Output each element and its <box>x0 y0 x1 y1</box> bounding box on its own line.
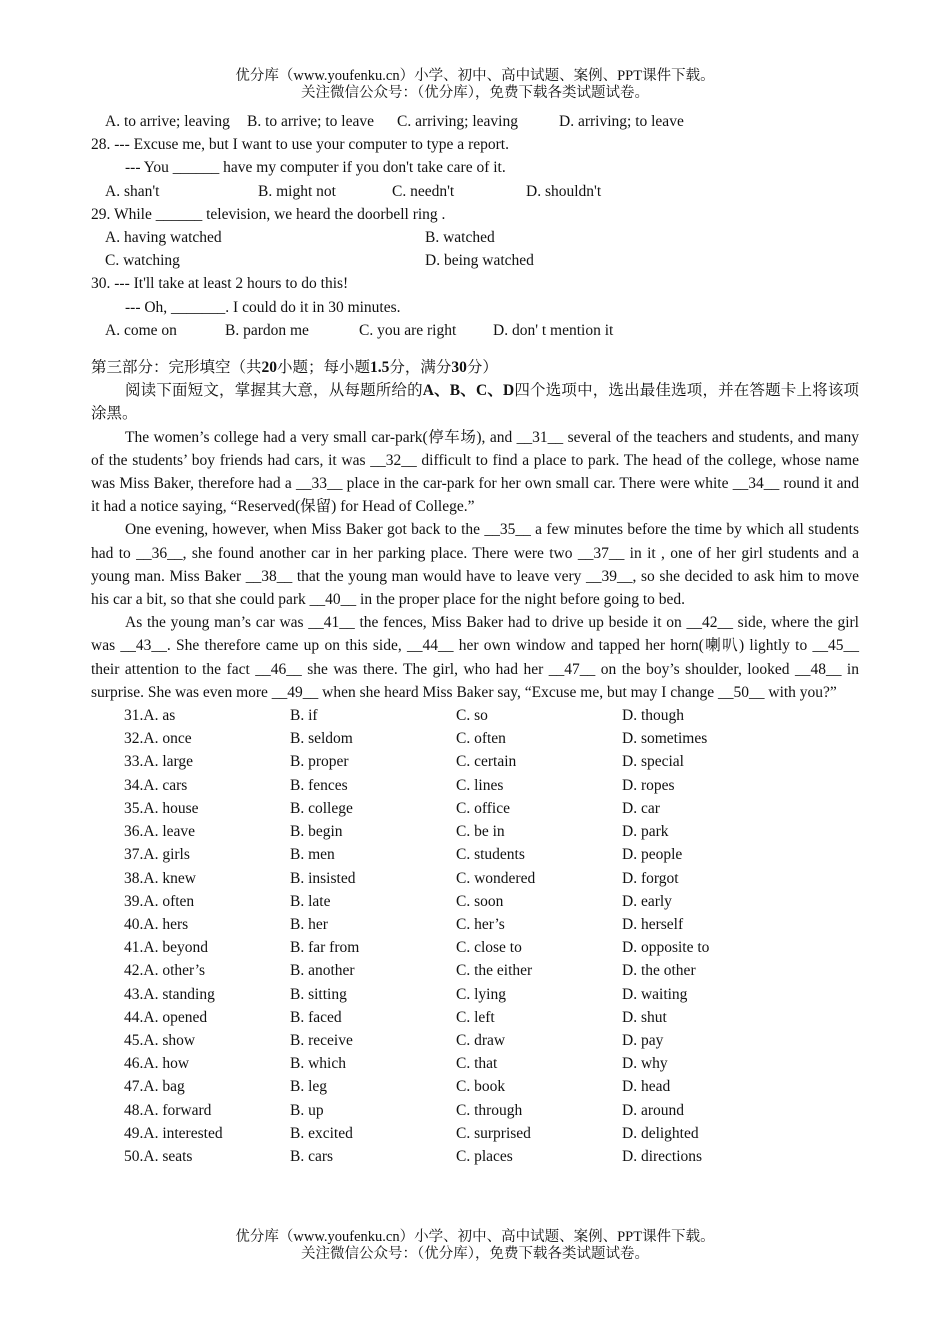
choice-b: B. if <box>290 707 318 725</box>
choice-c: C. book <box>456 1078 506 1096</box>
choice-d: D. park <box>622 823 669 841</box>
q29-option-c: C. watching <box>105 252 180 270</box>
q27-option-b: B. to arrive; to leave <box>247 113 374 130</box>
choice-row-48 <box>91 1099 859 1122</box>
choice-a: 32.A. once <box>124 730 192 748</box>
choice-a: 41.A. beyond <box>124 939 208 957</box>
choice-row-46 <box>91 1052 859 1075</box>
choice-d: D. head <box>622 1078 671 1096</box>
section3-total-points: 30 <box>451 359 467 377</box>
choice-a: 40.A. hers <box>124 915 189 933</box>
choice-c: C. so <box>456 707 488 725</box>
choice-row-33 <box>91 750 859 773</box>
choice-a: 45.A. show <box>124 1031 196 1049</box>
choice-row-32 <box>91 727 859 750</box>
choice-row-47 <box>91 1075 859 1098</box>
q27-option-c: C. arriving; leaving <box>397 113 518 130</box>
q28-option-a: A. shan't <box>105 182 160 200</box>
q30-option-c: C. you are right <box>359 321 457 339</box>
choice-b: B. seldom <box>290 730 353 748</box>
choice-d: D. people <box>622 846 683 864</box>
choice-b: B. excited <box>290 1124 353 1142</box>
passage-paragraph-1: The women’s college had a very small car-park(停车场), and __31__ several of the teachers and students, and many of the students’ boy friends had cars, it was __32__ difficult to find a place to park. The head of the college, whose name was Miss Baker, therefore had a __33__ place in the car-park for her own small car. There were white __34__ round it and it had a notice saying, “Reserved(保留) for Head of College.” <box>91 428 859 516</box>
choice-c: C. lines <box>456 776 504 794</box>
footer-line-2: 关注微信公众号：（优分库），免费下载各类试题试卷。 <box>301 1246 649 1262</box>
choice-a: 31.A. as <box>124 707 176 725</box>
q28-reply: --- You ______ have my computer if you don't take care of it. <box>125 159 506 177</box>
choice-a: 37.A. girls <box>124 846 190 864</box>
choice-row-39 <box>91 890 859 913</box>
choice-a: 50.A. seats <box>124 1147 193 1165</box>
q30-stem: 30. --- It'll take at least 2 hours to do this! <box>91 275 349 293</box>
choice-c: C. left <box>456 1008 495 1026</box>
choice-c: C. be in <box>456 823 505 841</box>
choice-c: C. that <box>456 1055 498 1073</box>
choice-b: B. late <box>290 892 331 910</box>
section3-question-count: 20 <box>261 359 278 377</box>
choice-row-36 <box>91 820 859 843</box>
q29-stem: 29. While ______ television, we heard the doorbell ring . <box>91 205 446 223</box>
section3-title <box>91 356 859 379</box>
q27-option-d: D. arriving; to leave <box>559 113 684 130</box>
choice-a: 42.A. other’s <box>124 962 206 980</box>
q29-option-a: A. having watched <box>105 229 222 247</box>
choice-a: 33.A. large <box>124 753 194 771</box>
section3-title-part: 小题；每小题 <box>277 359 371 377</box>
choice-d: D. early <box>622 892 672 910</box>
choice-c: C. wondered <box>456 869 536 887</box>
choice-a: 35.A. house <box>124 799 199 817</box>
choice-d: D. the other <box>622 962 696 980</box>
choice-c: C. her’s <box>456 915 505 933</box>
choice-b: B. men <box>290 846 335 864</box>
choice-d: D. directions <box>622 1147 703 1165</box>
passage-paragraph-3: As the young man’s car was __41__ the fences, Miss Baker had to drive up beside it on __42__ side, where the girl was __43__. She therefore came up on this side, __44__ her own window and tapped her horn(喇叭) lightly to __45__ their attention to the fact __46__ she was there. The girl, who had her __47__ on the boy’s shoulder, looked __48__ in surprise. She was even more __49__ when she heard Miss Baker say, “Excuse me, but may I change __50__ with you?” <box>91 614 859 701</box>
choice-d: D. though <box>622 707 684 725</box>
choice-d: D. car <box>622 799 660 817</box>
choice-row-42 <box>91 959 859 982</box>
choice-c: C. through <box>456 1101 523 1119</box>
choice-c: C. certain <box>456 753 517 771</box>
section3-title-part: 第三部分：完形填空（共 <box>91 359 262 377</box>
choice-row-34 <box>91 774 859 797</box>
choice-row-37 <box>91 843 859 866</box>
choice-row-43 <box>91 983 859 1006</box>
q30-option-a: A. come on <box>105 321 177 339</box>
choice-b: B. sitting <box>290 985 347 1003</box>
q30-options <box>91 319 859 342</box>
page-footer <box>0 1229 950 1263</box>
instructions-letters: A、B、C、D <box>422 382 515 400</box>
choice-row-31 <box>91 704 859 727</box>
choice-d: D. delighted <box>622 1124 699 1142</box>
choice-a: 49.A. interested <box>124 1124 223 1142</box>
q28-options <box>91 180 859 203</box>
q28-option-d: D. shouldn't <box>526 182 602 200</box>
passage-paragraph-2: One evening, however, when Miss Baker got back to the __35__ a few minutes before the time by which all students had to __36__, she found another car in her parking place. There were two __37__ in it , one of her girl students and a young man. Miss Baker __38__ that the young man would have to leave very __39__, so she decided to ask him to move his car a bit, so that she could park __40__ in the proper place for the night before going to bed. <box>91 521 859 609</box>
page-header <box>0 68 950 102</box>
choice-d: D. waiting <box>622 985 688 1003</box>
choice-c: C. places <box>456 1147 513 1165</box>
section3-points-each: 1.5 <box>370 359 390 377</box>
choice-d: D. forgot <box>622 869 679 887</box>
choice-b: B. receive <box>290 1031 353 1049</box>
choice-c: C. draw <box>456 1031 506 1049</box>
choice-d: D. sometimes <box>622 730 708 748</box>
choice-a: 46.A. how <box>124 1055 190 1073</box>
choice-b: B. proper <box>290 753 349 771</box>
choice-b: B. which <box>290 1055 346 1073</box>
choice-row-40 <box>91 913 859 936</box>
choice-row-50 <box>91 1145 859 1168</box>
choice-row-45 <box>91 1029 859 1052</box>
choice-c: C. soon <box>456 892 504 910</box>
choice-a: 39.A. often <box>124 892 195 910</box>
choice-d: D. shut <box>622 1008 667 1026</box>
choice-row-44 <box>91 1006 859 1029</box>
choice-c: C. close to <box>456 939 522 957</box>
instructions-part: 四个选项中，选出最佳选项，并在答题卡上将该项涂黑。 <box>91 382 859 423</box>
q30-option-d: D. don' t mention it <box>493 321 614 339</box>
q30-reply: --- Oh, _______. I could do it in 30 minutes. <box>125 298 401 316</box>
choice-d: D. herself <box>622 915 684 933</box>
choice-b: B. insisted <box>290 869 356 887</box>
footer-line-1: 优分库（www.youfenku.cn）小学、初中、高中试题、案例、PPT课件下载。 <box>235 1229 715 1245</box>
q27-option-a: A. to arrive; leaving <box>105 113 230 130</box>
choice-a: 36.A. leave <box>124 823 196 841</box>
choice-c: C. surprised <box>456 1124 531 1142</box>
choice-b: B. up <box>290 1101 324 1119</box>
choice-c: C. office <box>456 799 510 817</box>
section3-title-part: 分，满分 <box>389 359 452 377</box>
choice-row-41 <box>91 936 859 959</box>
choice-row-49 <box>91 1122 859 1145</box>
choice-d: D. ropes <box>622 776 675 794</box>
q29-option-d: D. being watched <box>425 252 534 270</box>
choice-c: C. students <box>456 846 525 864</box>
choice-b: B. begin <box>290 823 343 841</box>
q28-stem: 28. --- Excuse me, but I want to use your computer to type a report. <box>91 136 509 154</box>
choice-c: C. lying <box>456 985 506 1003</box>
choice-d: D. around <box>622 1101 684 1119</box>
choice-b: B. fences <box>290 776 348 794</box>
choice-b: B. college <box>290 799 353 817</box>
choice-a: 44.A. opened <box>124 1008 208 1026</box>
header-line-2: 关注微信公众号：（优分库），免费下载各类试题试卷。 <box>301 85 649 101</box>
choice-b: B. another <box>290 962 355 980</box>
header-line-1: 优分库（www.youfenku.cn）小学、初中、高中试题、案例、PPT课件下载。 <box>235 68 715 84</box>
q30-option-b: B. pardon me <box>225 321 309 339</box>
choice-c: C. the either <box>456 962 533 980</box>
choice-b: B. leg <box>290 1078 328 1096</box>
choice-b: B. her <box>290 915 328 933</box>
choice-d: D. why <box>622 1055 668 1073</box>
choice-d: D. pay <box>622 1031 664 1049</box>
choice-a: 38.A. knew <box>124 869 196 887</box>
cloze-choices <box>91 704 859 1168</box>
choice-row-35 <box>91 797 859 820</box>
choice-b: B. faced <box>290 1008 342 1026</box>
q28-option-c: C. needn't <box>392 182 455 200</box>
q29-options <box>91 226 859 272</box>
choice-b: B. far from <box>290 939 360 957</box>
choice-a: 47.A. bag <box>124 1078 185 1096</box>
exam-content <box>91 110 859 1168</box>
choice-a: 43.A. standing <box>124 985 215 1003</box>
choice-d: D. special <box>622 753 684 771</box>
choice-row-38 <box>91 867 859 890</box>
choice-c: C. often <box>456 730 506 748</box>
instructions-part: 阅读下面短文，掌握其大意，从每题所给的 <box>125 382 423 400</box>
choice-b: B. cars <box>290 1147 334 1165</box>
choice-a: 48.A. forward <box>124 1101 212 1119</box>
q27-options <box>91 110 859 133</box>
q28-option-b: B. might not <box>258 182 336 200</box>
choice-a: 34.A. cars <box>124 776 188 794</box>
section3-title-part: 分） <box>466 359 498 377</box>
q29-option-b: B. watched <box>425 229 495 247</box>
section3-instructions <box>91 379 859 425</box>
choice-d: D. opposite to <box>622 939 710 957</box>
